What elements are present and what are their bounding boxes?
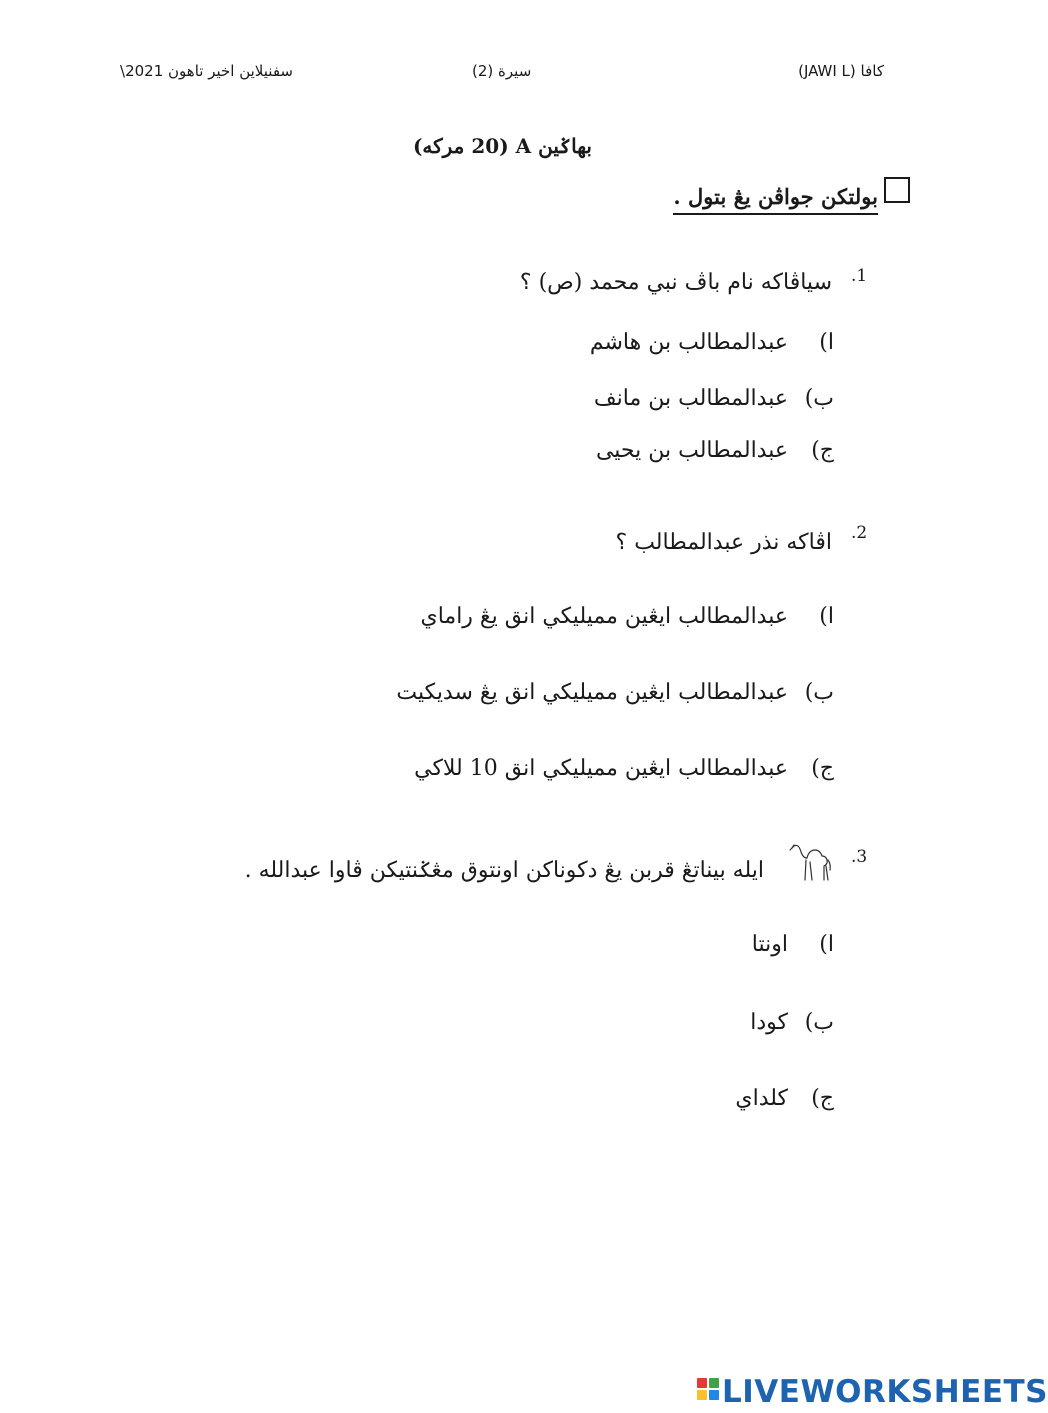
- header-left: سفنيلاين اخير تاهون 2021\: [120, 62, 293, 80]
- option-label[interactable]: ج): [811, 1086, 834, 1111]
- instruction-text: بولتكن جواڤن يڠ بتول .: [673, 184, 878, 215]
- option-text[interactable]: عبدالمطالب بن مانف: [593, 386, 788, 411]
- logo-square: [709, 1390, 719, 1400]
- option-text[interactable]: عبدالمطالب بن يحيى: [595, 438, 788, 463]
- answer-checkbox[interactable]: [884, 177, 910, 203]
- question-text: ايله بيناتڠ قربن يڠ دكوناكن اونتوق مڠݢنتيكن ڤاوا عبدالله .: [244, 858, 764, 883]
- brand-wordmark[interactable]: LIVEWORKSHEETS: [722, 1374, 1048, 1410]
- option-text[interactable]: عبدالمطالب ايڠين مميليكي انق يڠ راماي: [420, 604, 788, 629]
- header-right: كافا (JAWI L): [798, 62, 884, 80]
- option-label[interactable]: ا): [819, 604, 834, 629]
- logo-square: [697, 1378, 707, 1388]
- option-text[interactable]: كودا: [750, 1010, 788, 1035]
- option-text[interactable]: عبدالمطالب ايڠين مميليكي انق 10 للاكي: [414, 756, 788, 781]
- option-label[interactable]: ا): [819, 932, 834, 957]
- option-text[interactable]: عبدالمطالب ايڠين مميليكي انق يڠ سديكيت: [396, 680, 788, 705]
- camel-icon: [786, 838, 834, 886]
- liveworksheets-logo-icon: [697, 1378, 719, 1400]
- option-label[interactable]: ج): [811, 756, 834, 781]
- question-number: .3: [851, 847, 868, 867]
- option-label[interactable]: ب): [804, 1010, 834, 1035]
- question-number: .1: [851, 266, 868, 286]
- question-text: اڤاكه نذر عبدالمطالب ؟: [615, 530, 832, 555]
- logo-square: [697, 1390, 707, 1400]
- option-text[interactable]: عبدالمطالب بن هاشم: [589, 330, 788, 355]
- header-center: سيرة (2): [472, 62, 532, 80]
- question-text: سياڤاكه نام باڤ نبي محمد (ص) ؟: [519, 270, 832, 295]
- question-number: .2: [851, 523, 868, 543]
- option-label[interactable]: ب): [804, 386, 834, 411]
- section-title: بهاݢين A (20 مركه): [412, 134, 592, 158]
- option-text[interactable]: كلداي: [735, 1086, 788, 1111]
- logo-square: [709, 1378, 719, 1388]
- option-text[interactable]: اونتا: [751, 932, 788, 957]
- option-label[interactable]: ج): [811, 438, 834, 463]
- option-label[interactable]: ا): [819, 330, 834, 355]
- option-label[interactable]: ب): [804, 680, 834, 705]
